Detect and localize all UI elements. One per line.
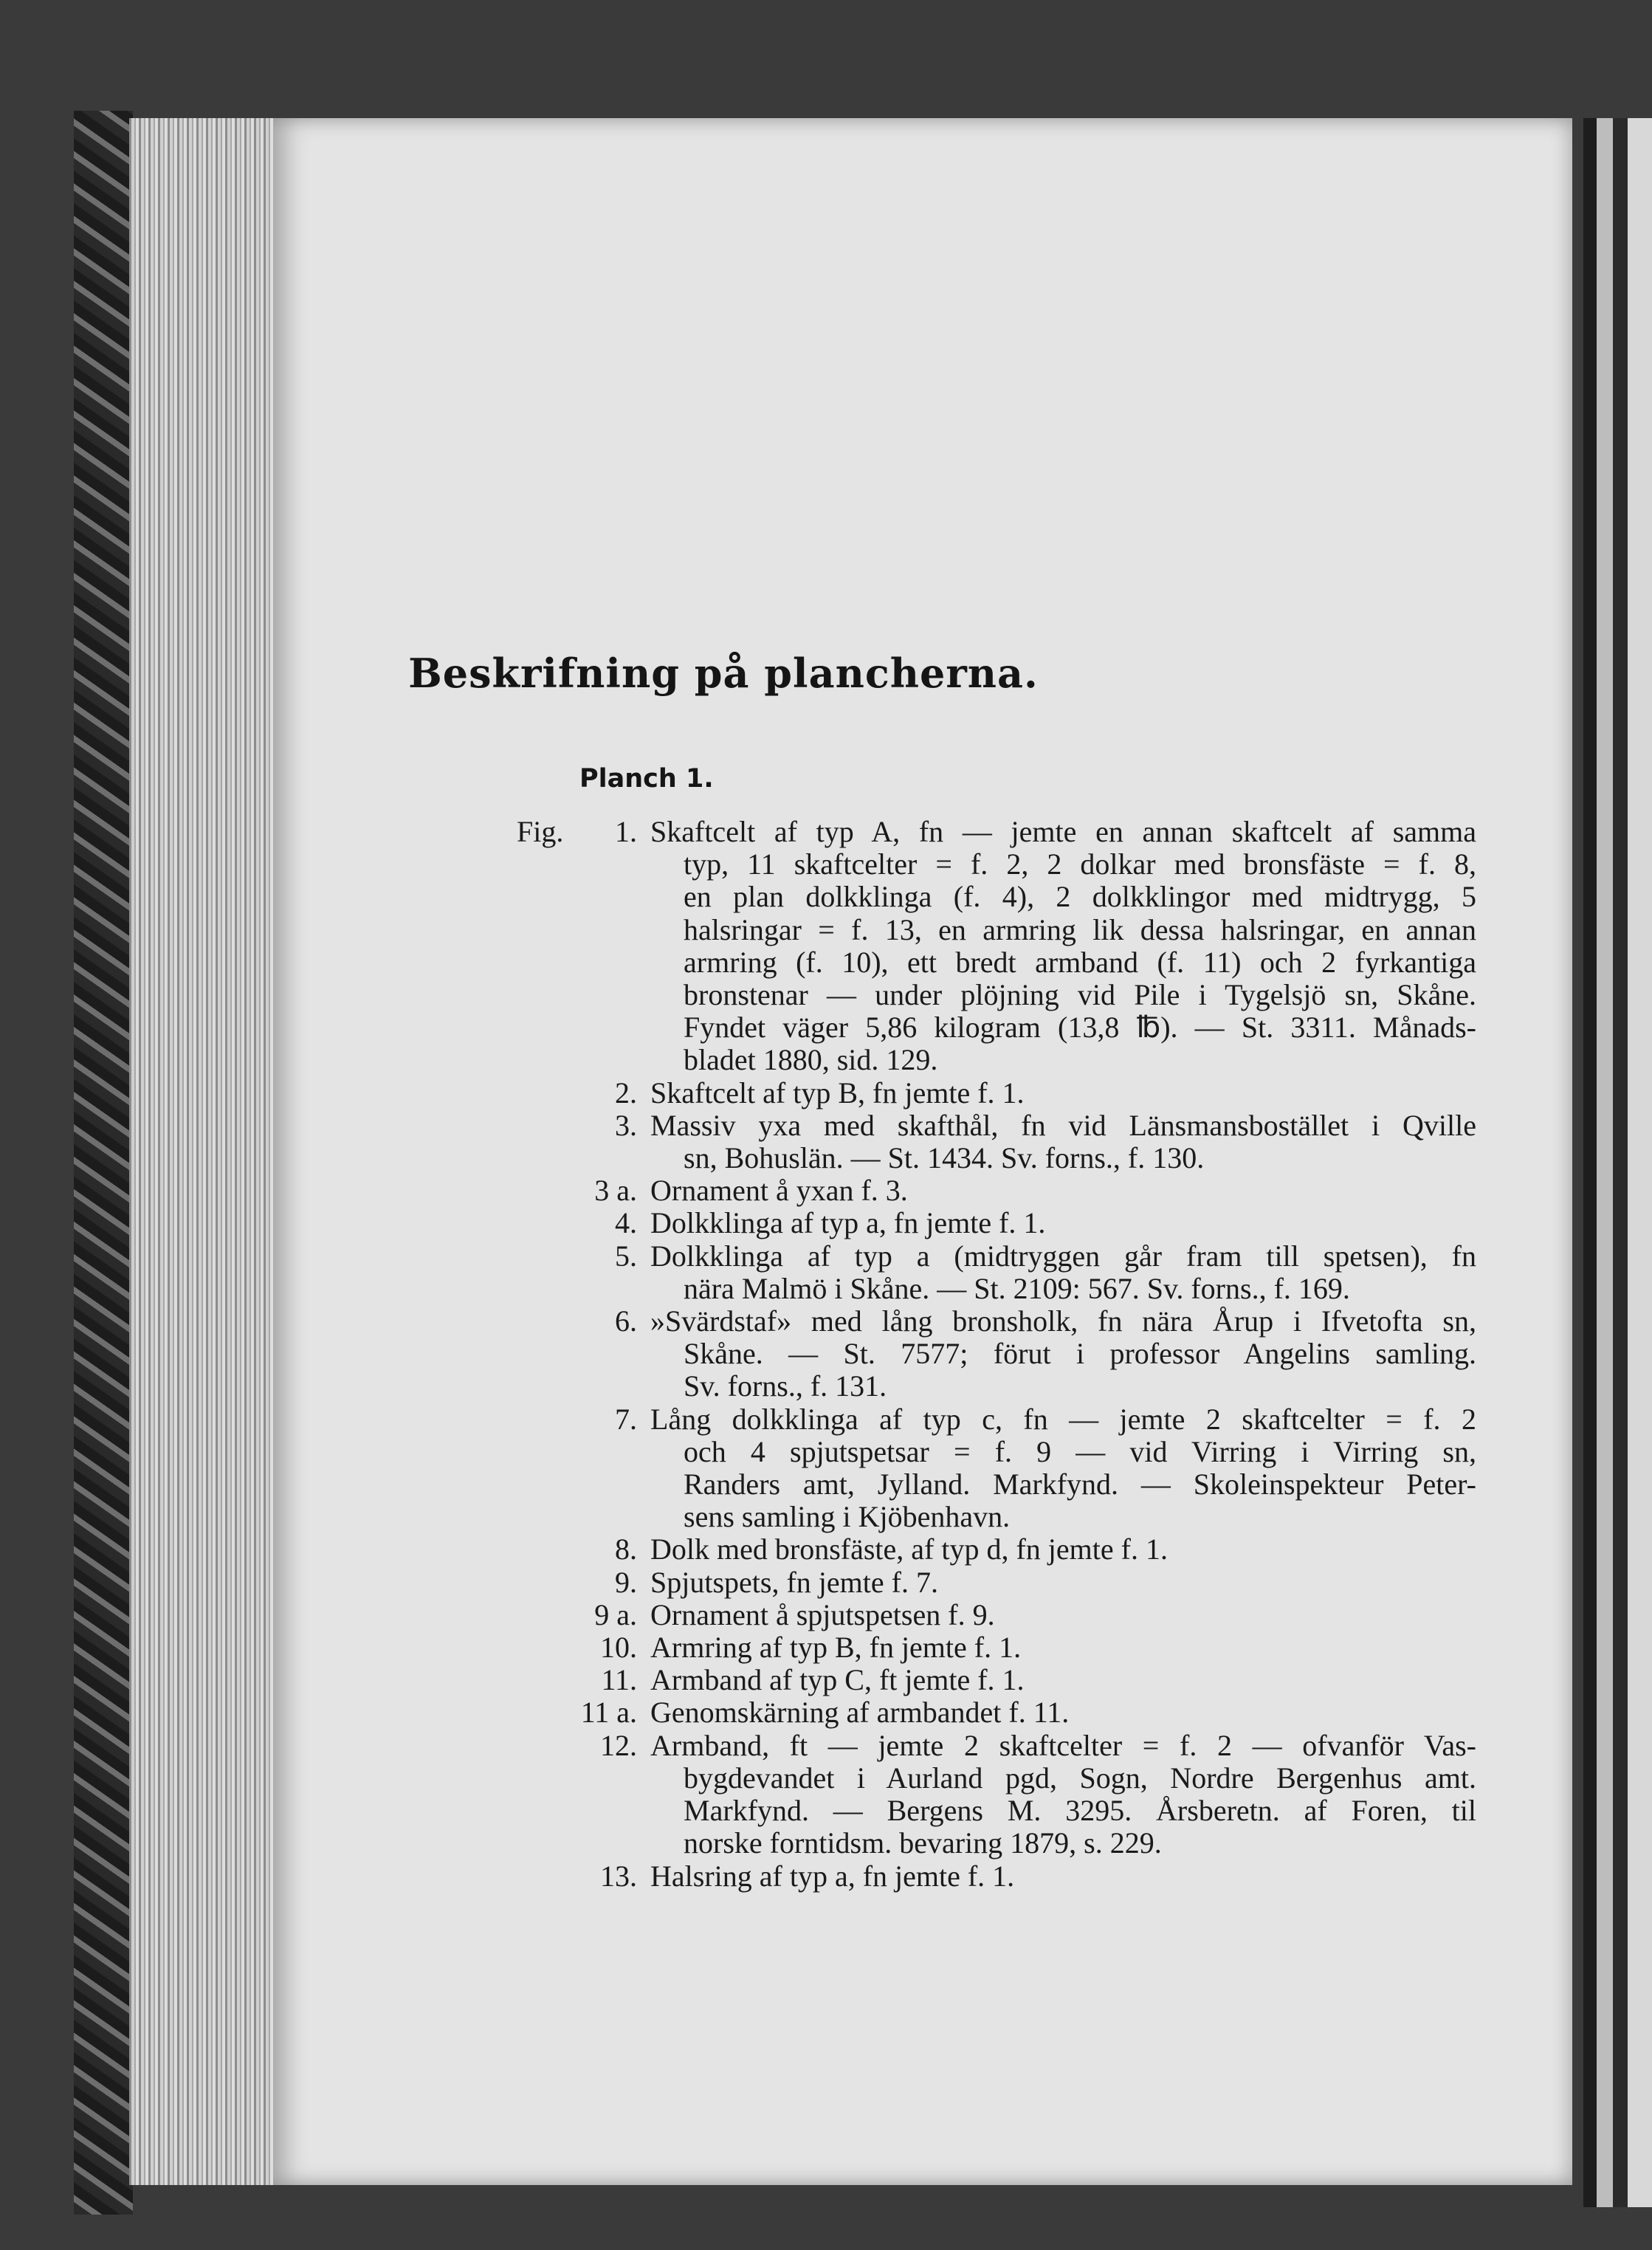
figure-label (517, 1599, 650, 1631)
figure-label (517, 816, 650, 848)
marbled-cover (74, 111, 133, 2215)
figure-description (650, 1566, 1476, 1599)
description-line: sens samling i Kjöbenhavn. (684, 1500, 1011, 1534)
figure-label (517, 1533, 650, 1566)
description-line: Halsring af typ a, fn jemte f. 1. (650, 1859, 1015, 1893)
figure-number: 7. (615, 1402, 637, 1436)
figure-number: 13. (600, 1859, 637, 1893)
description-line: sn, Bohuslän. — St. 1434. Sv. forns., f. 130. (684, 1141, 1205, 1175)
figure-number: 11 a. (580, 1696, 637, 1730)
page-edges (129, 118, 277, 2185)
description-line: Ornament å spjutspetsen f. 9. (650, 1597, 995, 1631)
figure-number: 11. (601, 1663, 637, 1697)
figure-description (650, 1305, 1476, 1403)
figure-label (517, 1174, 650, 1207)
figure-description (650, 1730, 1476, 1860)
facing-page-edge (1583, 118, 1652, 2207)
figure-label (517, 1664, 650, 1696)
figure-entry (517, 1631, 1476, 1664)
figure-entry (517, 1207, 1476, 1239)
figure-label (517, 1730, 650, 1762)
figure-entry (517, 1696, 1476, 1729)
figure-number: 9. (615, 1565, 637, 1599)
figure-number: 12. (600, 1728, 637, 1762)
description-line: Dolk med bronsfäste, af typ d, fn jemte f. 1. (650, 1532, 1168, 1566)
description-line: bladet 1880, sid. 129. (684, 1043, 938, 1077)
description-line: nära Malmö i Skåne. — St. 2109: 567. Sv. forns., f. 169. (684, 1271, 1350, 1305)
figure-number: 6. (615, 1304, 637, 1338)
figure-description (650, 1696, 1476, 1729)
description-line: bygdevandet i Aurland pgd, Sogn, Nordre Bergenhus amt. (684, 1761, 1476, 1795)
figure-label (517, 1109, 650, 1142)
figure-description (650, 816, 1476, 1077)
figure-label (517, 1305, 650, 1338)
figure-entry (517, 1566, 1476, 1599)
description-line: Randers amt, Jylland. Markfynd. — Skoleinspekteur Peter- (684, 1468, 1476, 1501)
description-line: halsringar = f. 13, en armring lik dessa halsringar, en annan (684, 912, 1476, 946)
figure-number: 3. (615, 1108, 637, 1142)
figure-entry (517, 1533, 1476, 1566)
description-line: typ, 11 skaftcelter = f. 2, 2 dolkar med bronsfäste = f. 8, (684, 847, 1476, 881)
figure-entry (517, 816, 1476, 1077)
description-line: Dolkklinga af typ a (midtryggen går fram till spetsen), fn (650, 1239, 1476, 1273)
figure-number: 3 a. (594, 1174, 637, 1208)
description-line: Skaftcelt af typ B, fn jemte f. 1. (650, 1076, 1025, 1109)
description-line: Sv. forns., f. 131. (684, 1369, 887, 1403)
description-line: Armband, ft — jemte 2 skaftcelter = f. 2 — ofvanför Vas- (650, 1728, 1476, 1762)
figure-entry (517, 1109, 1476, 1174)
figure-label (517, 1631, 650, 1664)
figure-entry (517, 1174, 1476, 1207)
description-line: Spjutspets, fn jemte f. 7. (650, 1565, 938, 1599)
figure-label (517, 1860, 650, 1893)
description-line: Dolkklinga af typ a, fn jemte f. 1. (650, 1206, 1046, 1240)
figure-entry (517, 1730, 1476, 1860)
fig-prefix: Fig. (517, 815, 564, 848)
figure-label (517, 1566, 650, 1599)
figure-entry (517, 1860, 1476, 1893)
figure-entry (517, 1305, 1476, 1403)
figure-description (650, 1533, 1476, 1566)
figure-description (650, 1077, 1476, 1109)
description-line: Ornament å yxan f. 3. (650, 1174, 908, 1208)
figure-entry (517, 1240, 1476, 1305)
figure-label (517, 1240, 650, 1273)
description-line: Fyndet väger 5,86 kilogram (13,8 ℔). — St. 3311. Månads- (684, 1011, 1476, 1045)
figure-entry (517, 1077, 1476, 1109)
description-line: Massiv yxa med skafthål, fn vid Länsmansbostället i Qville (650, 1108, 1476, 1142)
description-line: bronstenar — under plöjning vid Pile i Tygelsjö sn, Skåne. (684, 978, 1476, 1012)
description-line: Markfynd. — Bergens M. 3295. Årsberetn. af Foren, til (684, 1794, 1476, 1828)
description-line: Armring af typ B, fn jemte f. 1. (650, 1631, 1022, 1665)
description-line: Genomskärning af armbandet f. 11. (650, 1696, 1070, 1730)
figure-label (517, 1207, 650, 1239)
description-line: en plan dolkklinga (f. 4), 2 dolkklingor med midtrygg, 5 (684, 880, 1476, 914)
figure-entry (517, 1664, 1476, 1696)
figure-entry (517, 1403, 1476, 1534)
figure-label (517, 1077, 650, 1109)
figure-description (650, 1403, 1476, 1534)
figure-number: 9 a. (594, 1597, 637, 1631)
figure-number: 4. (615, 1206, 637, 1240)
figure-description (650, 1207, 1476, 1239)
figure-entry (517, 1599, 1476, 1631)
figure-list (517, 816, 1476, 1893)
figure-label (517, 1403, 650, 1436)
description-line: »Svärdstaf» med lång bronsholk, fn nära Årup i Ifvetofta sn, (650, 1304, 1476, 1338)
figure-description (650, 1109, 1476, 1174)
figure-number: 10. (600, 1631, 637, 1665)
description-line: Skaftcelt af typ A, fn — jemte en annan skaftcelt af samma (650, 815, 1476, 848)
description-line: Lång dolkklinga af typ c, fn — jemte 2 skaftcelter = f. 2 (650, 1402, 1476, 1436)
description-line: Skåne. — St. 7577; förut i professor Angelins samling. (684, 1337, 1476, 1371)
figure-number: 1. (615, 815, 637, 848)
figure-description (650, 1240, 1476, 1305)
figure-description (650, 1631, 1476, 1664)
description-line: och 4 spjutspetsar = f. 9 — vid Virring i Virring sn, (684, 1434, 1476, 1468)
figure-description (650, 1599, 1476, 1631)
figure-number: 8. (615, 1532, 637, 1566)
description-line: norske forntidsm. bevaring 1879, s. 229. (684, 1826, 1162, 1860)
page-title: Beskrifning på plancherna. (408, 650, 1039, 697)
figure-description (650, 1664, 1476, 1696)
section-heading: Planch 1. (579, 764, 714, 794)
figure-description (650, 1174, 1476, 1207)
description-line: armring (f. 10), ett bredt armband (f. 11) och 2 fyrkantiga (684, 945, 1476, 979)
description-line: Armband af typ C, ft jemte f. 1. (650, 1663, 1025, 1697)
figure-number: 5. (615, 1239, 637, 1273)
figure-description (650, 1860, 1476, 1893)
figure-number: 2. (615, 1076, 637, 1109)
figure-label (517, 1696, 650, 1729)
